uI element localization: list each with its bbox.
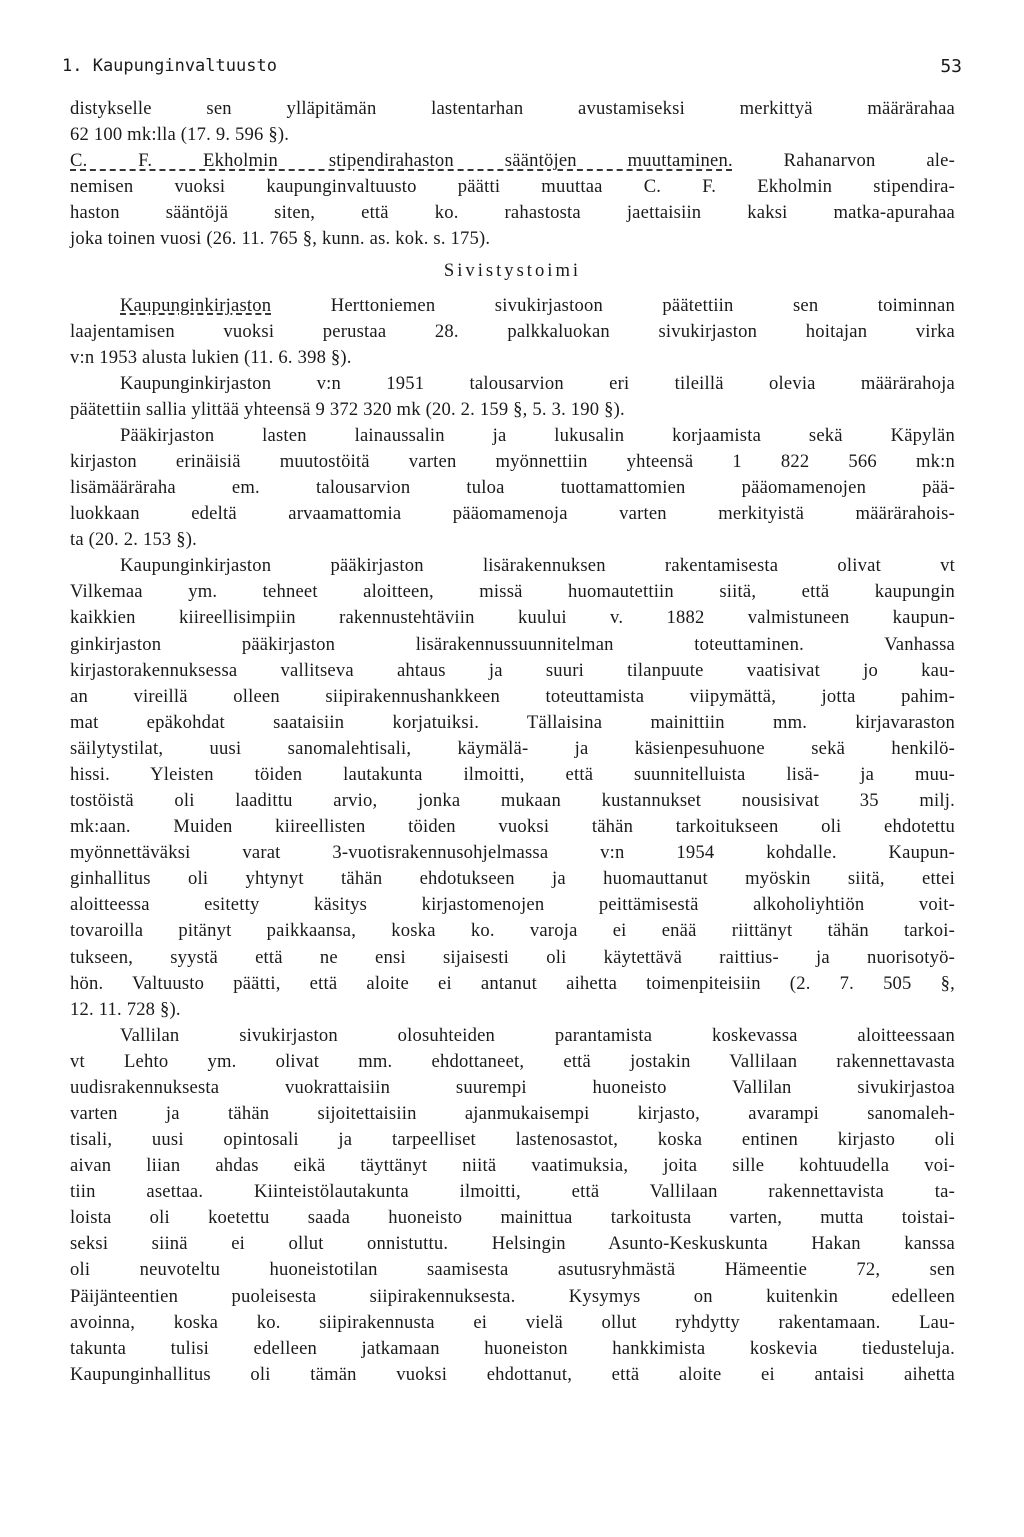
text-line: ta (20. 2. 153 §). (70, 529, 198, 551)
text-line: mk:aan. Muiden kiireellisten töiden vuoksi tähän tarkoitukseen oli ehdotettu (70, 816, 955, 838)
running-header (62, 56, 962, 86)
text-line: päätettiin sallia ylittää yhteensä 9 372 320 mk (20. 2. 159 §, 5. 3. 190 §). (70, 398, 625, 420)
text-line: vt Lehto ym. olivat mm. ehdottaneet, että jostakin Vallilaan rakennettavasta (70, 1050, 955, 1072)
text-line: nemisen vuoksi kaupunginvaltuusto päätti muuttaa C. F. Ekholmin stipendira- (70, 176, 955, 198)
text-line: kaikkien kiireellisimpiin rakennustehtäviin kuului v. 1882 valmistuneen kaupun- (70, 607, 955, 629)
text-line (70, 293, 955, 319)
text-line: ginhallitus oli yhtynyt tähän ehdotukseen ja huomauttanut myöskin siitä, ettei (70, 868, 955, 890)
text-line: tiin asettaa. Kiinteistölautakunta ilmoitti, että Vallilaan rakennettavista ta- (70, 1181, 955, 1203)
text-line: luokkaan edeltä arvaamattomia pääomamenoja varten merkityistä määrärahois- (70, 503, 955, 525)
text-line: Päijänteentien puoleisesta siipirakennuksesta. Kysymys on kuitenkin edelleen (70, 1285, 955, 1307)
text-run: Rahanarvon ale- (732, 150, 955, 172)
text-line: 62 100 mk:lla (17. 9. 596 §). (70, 124, 290, 146)
text-line: kirjastorakennuksessa vallitseva ahtaus ja suuri tilanpuute vaatisivat jo kau- (70, 659, 955, 681)
text-line: ginkirjaston pääkirjaston lisärakennussuunnitelman toteuttaminen. Vanhassa (70, 633, 955, 655)
text-line: haston sääntöjä siten, että ko. rahastosta jaettaisiin kaksi matka-apurahaa (70, 202, 955, 224)
text-line: 12. 11. 728 §). (70, 998, 181, 1020)
text-line: tukseen, syystä että ne ensi sijaisesti oli käytettävä raittius- ja nuorisotyö- (70, 946, 955, 968)
text-line: uudisrakennuksesta vuokrattaisiin suurempi huoneisto Vallilan sivukirjastoa (70, 1076, 955, 1098)
text-line: takunta tulisi edelleen jatkamaan huoneiston hankkimista koskevia tiedusteluja. (70, 1337, 955, 1359)
text-line: oli neuvoteltu huoneistotilan saamisesta asutusryhmästä Hämeentie 72, sen (70, 1259, 955, 1281)
section-subheading: C. F. Ekholmin stipendirahaston sääntöjen muuttaminen. (70, 150, 733, 172)
text-line: seksi siinä ei ollut onnistuttu. Helsingin Asunto-Keskuskunta Hakan kanssa (70, 1233, 955, 1255)
section-heading: Sivistystoimi (443, 260, 582, 282)
text-line: tostöistä oli laadittu arvio, jonka mukaan kustannukset nousisivat 35 milj. (70, 790, 955, 812)
section-subheading: Kaupunginkirjaston (120, 294, 272, 316)
text-line (70, 148, 955, 174)
text-line: loista oli koetettu saada huoneisto mainittua tarkoitusta varten, mutta toistai- (70, 1207, 955, 1229)
text-line: tovaroilla pitänyt paikkaansa, koska ko. varoja ei enää riittänyt tähän tarkoi- (70, 920, 955, 942)
text-line: Kaupunginkirjaston pääkirjaston lisärakennuksen rakentamisesta olivat vt (120, 555, 955, 577)
text-line: hissi. Yleisten töiden lautakunta ilmoitti, että suunnitelluista lisä- ja muu- (70, 763, 955, 785)
text-line: Vilkemaa ym. tehneet aloitteen, missä huomautettiin siitä, että kaupungin (70, 581, 955, 603)
text-line: distykselle sen ylläpitämän lastentarhan avustamiseksi merkittyä määrärahaa (70, 98, 955, 119)
text-line: Pääkirjaston lasten lainaussalin ja lukusalin korjaamista sekä Käpylän (120, 424, 955, 446)
section-title: 1. Kaupunginvaltuusto (62, 56, 277, 76)
text-line: v:n 1953 alusta lukien (11. 6. 398 §). (70, 346, 352, 368)
text-line: Kaupunginkirjaston v:n 1951 talousarvion eri tileillä olevia määrärahoja (120, 372, 955, 394)
text-line: Kaupunginhallitus oli tämän vuoksi ehdottanut, että aloite ei antaisi aihetta (70, 1363, 955, 1385)
page-number: 53 (940, 56, 962, 77)
text-line: tisali, uusi opintosali ja tarpeelliset lastenosastot, koska entinen kirjasto oli (70, 1129, 955, 1151)
text-line: mat epäkohdat saataisiin korjatuiksi. Tällaisina mainittiin mm. kirjavaraston (70, 711, 955, 733)
text-line: joka toinen vuosi (26. 11. 765 §, kunn. as. kok. s. 175). (70, 228, 491, 250)
text-line: Vallilan sivukirjaston olosuhteiden parantamista koskevassa aloitteessaan (120, 1024, 955, 1046)
text-line: laajentamisen vuoksi perustaa 28. palkkaluokan sivukirjaston hoitajan virka (70, 320, 955, 342)
text-line: avoinna, koska ko. siipirakennusta ei vielä ollut ryhdytty rakentamaan. Lau- (70, 1311, 955, 1333)
text-line: varten ja tähän sijoitettaisiin ajanmukaisempi kirjasto, avarampi sanomaleh- (70, 1102, 955, 1124)
text-line: säilytystilat, uusi sanomalehtisali, käymälä- ja käsienpesuhuone sekä henkilö- (70, 737, 955, 759)
text-run: Herttoniemen sivukirjastoon päätettiin sen toiminnan (271, 294, 955, 316)
text-line: myönnettäväksi varat 3-vuotisrakennusohjelmassa v:n 1954 kohdalle. Kaupun- (70, 842, 955, 864)
text-line: kirjaston erinäisiä muutostöitä varten myönnettiin yhteensä 1 822 566 mk:n (70, 451, 955, 473)
text-line: hön. Valtuusto päätti, että aloite ei antanut aihetta toimenpiteisiin (2. 7. 505 §, (70, 972, 955, 994)
text-line: an vireillä olleen siipirakennushankkeen toteuttamista viipymättä, jotta pahim- (70, 685, 955, 707)
text-line: aivan liian ahdas eikä täyttänyt niitä vaatimuksia, joita sille kohtuudella voi- (70, 1155, 955, 1177)
text-line: lisämääräraha em. talousarvion tuloa tuottamattomien pääomamenojen pää- (70, 477, 955, 499)
text-line: aloitteessa esitetty käsitys kirjastomenojen peittämisestä alkoholiyhtiön voit- (70, 894, 955, 916)
body-text (70, 96, 955, 1388)
